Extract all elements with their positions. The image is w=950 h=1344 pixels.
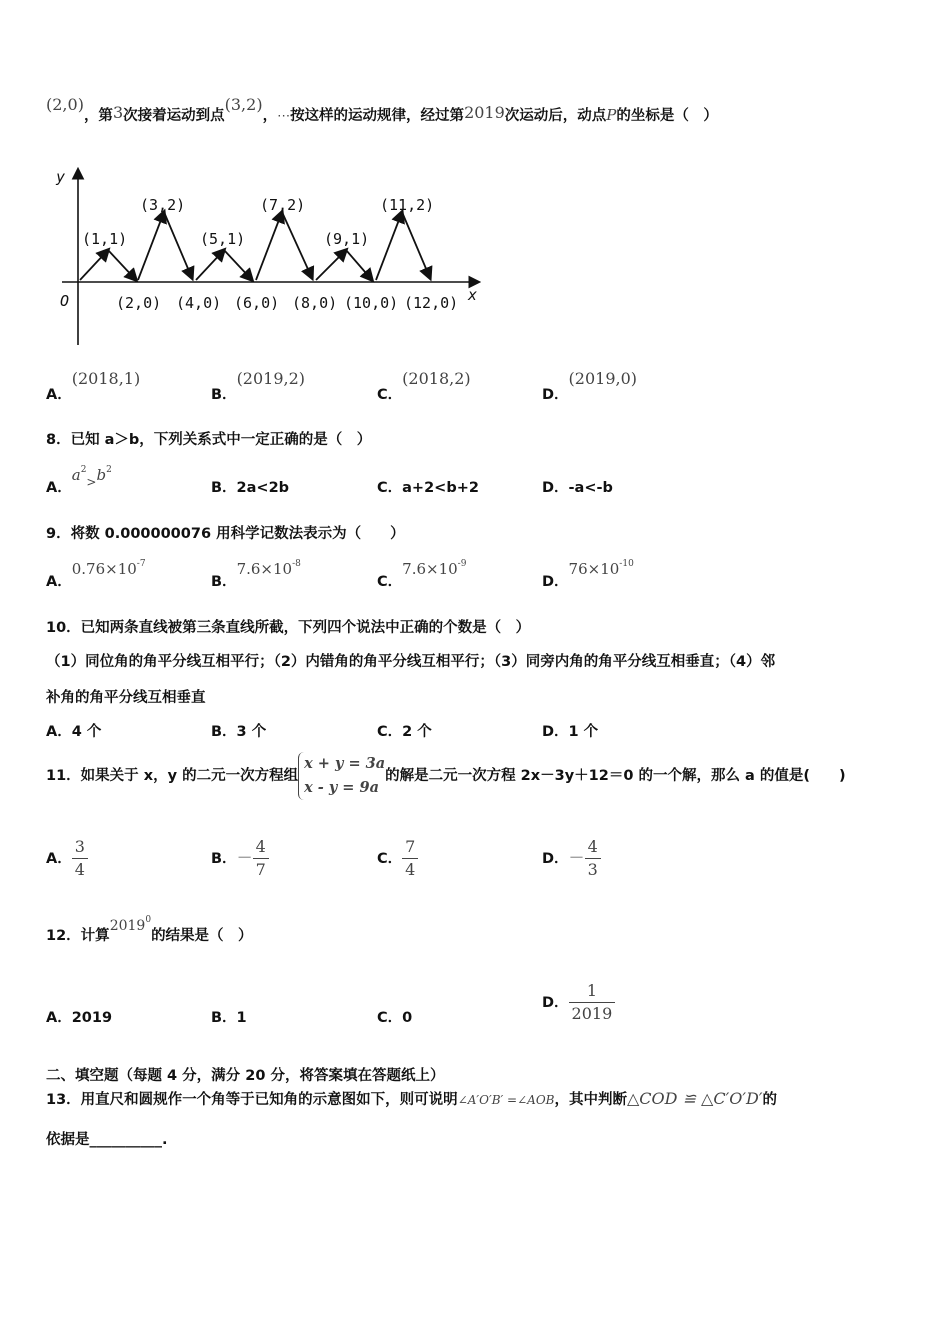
q12-option-b[interactable]: B．1 [211,1010,247,1026]
x-tick-label: (8,0) [292,294,338,312]
equation-system: x + y = 3a x - y = 9a [298,752,385,800]
x-tick-label: (10,0) [344,294,399,312]
q8-option-c[interactable]: C．a+2<b+2 [377,480,479,496]
x-tick-label: (2,0) [116,294,162,312]
q12-stem: 12．计算2019$^0$的结果是（ ） [46,915,253,944]
q9-option-d[interactable]: D．$76\times 10^{-10}$ [542,559,634,590]
q12-option-c[interactable]: C．0 [377,1010,413,1026]
q12-option-a[interactable]: A．2019 [46,1010,113,1026]
q11-option-a[interactable]: A． $\frac{3}{4}$ [46,836,88,881]
q9-stem: 9．将数 0.000000076 用科学记数法表示为（ ） [46,526,405,542]
q10-option-c[interactable]: C．2 个 [377,724,432,740]
q8-option-b[interactable]: B．2a<2b [211,480,290,496]
q9-option-b[interactable]: B．$7.6\times 10^{-8}$ [211,559,301,590]
peak-label: (11,2) [380,196,435,214]
q11-option-c[interactable]: C． $\frac{7}{4}$ [377,836,418,881]
q10-option-a[interactable]: A．4 个 [46,724,102,740]
q7-option-a[interactable]: A．(2018,1) [46,369,141,403]
q8-option-a[interactable]: A．$a^2_>b^2$ [46,465,112,496]
q7-zigzag-graph [50,160,490,350]
q11-option-d[interactable]: D．－ $\frac{4}{3}$ [542,836,601,881]
zigzag-path [80,212,430,280]
q8-option-d[interactable]: D．-a<-b [542,480,613,496]
x-axis-label: x [468,286,478,304]
peak-label: (9,1) [324,230,370,248]
q11-stem: 11．如果关于 x，y 的二元一次方程组 x + y = 3a x - y = 9a 的解是二元一次方程 2x－3y＋12＝0 的一个解，那么 a 的值是( ) [46,752,846,800]
q10-statements-line1: （1）同位角的角平分线互相平行；（2）内错角的角平分线互相平行；（3）同旁内角的角平分线互相垂直；（4）邻 [46,654,776,670]
y-axis-label: y [56,168,66,186]
q13-answer-line[interactable]: 依据是__________. [46,1132,168,1148]
q7-option-c[interactable]: C．(2018,2) [377,369,471,403]
x-tick-label: (4,0) [176,294,222,312]
q7-option-d[interactable]: D．(2019,0) [542,369,638,403]
peak-label: (7,2) [260,196,306,214]
q7-point-2: (3,2) [224,95,263,114]
q8-stem: 8．已知 a＞b，下列关系式中一定正确的是（ ） [46,432,372,448]
q9-option-a[interactable]: A．$0.76\times 10^{-7}$ [46,559,146,590]
q10-stem: 10．已知两条直线被第三条直线所截，下列四个说法中正确的个数是（ ） [46,620,531,636]
q12-option-d[interactable]: D． $\frac{1}{2019}$ [542,980,615,1025]
q10-statements-line2: 补角的角平分线互相垂直 [46,690,206,706]
q10-option-d[interactable]: D．1 个 [542,724,599,740]
peak-label: (1,1) [82,230,128,248]
x-tick-label: (6,0) [234,294,280,312]
origin-label: O [60,292,70,310]
q11-option-b[interactable]: B．－ $\frac{4}{7}$ [211,836,269,881]
q13-stem: 13．用直尺和圆规作一个角等于已知角的示意图如下，则可说明∠A′O′B′ =∠AOB，其中判断△COD ≌ △C′O′D′的 [46,1089,777,1108]
q7-point-1: (2,0) [46,95,84,114]
peak-label: (3,2) [140,196,186,214]
q7-line: (2,0)，第3次接着运动到点(3,2)，⋯按这样的运动规律，经过第2019次运动后，动点P的坐标是（ ） [46,95,718,124]
q7-option-b[interactable]: B．(2019,2) [211,369,306,403]
q10-option-b[interactable]: B．3 个 [211,724,267,740]
q9-option-c[interactable]: C．$7.6\times 10^{-9}$ [377,559,467,590]
peak-label: (5,1) [200,230,246,248]
section-heading-fill-in: 二、填空题（每题 4 分，满分 20 分，将答案填在答题纸上） [46,1068,445,1084]
x-tick-label: (12,0) [404,294,459,312]
